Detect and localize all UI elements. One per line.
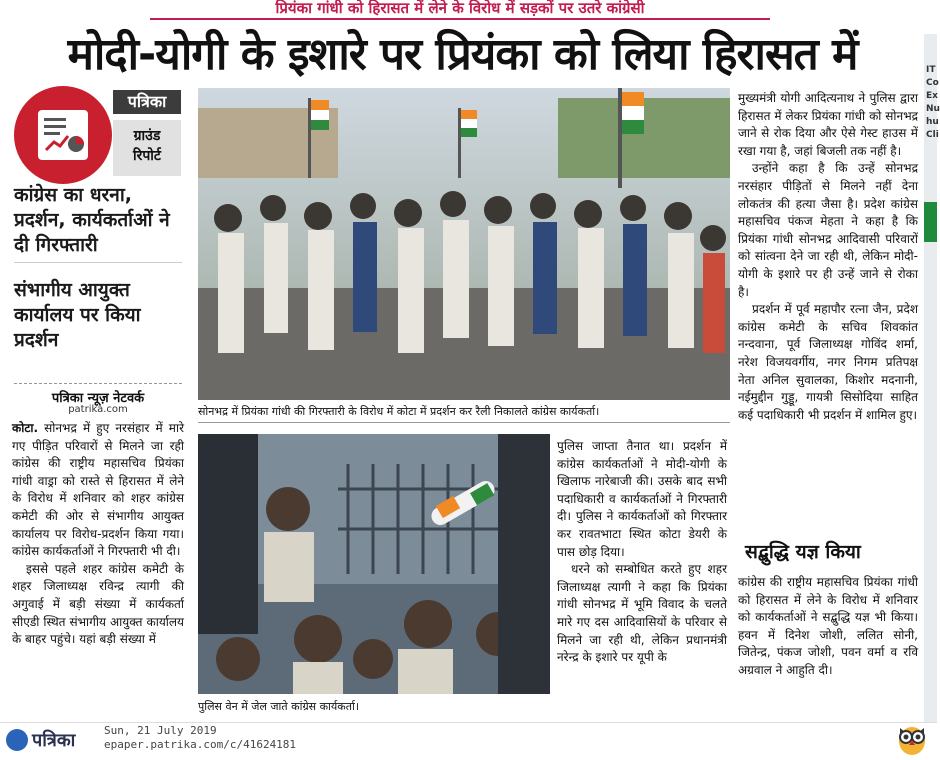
body-column-4-continued [738,574,918,724]
byline-agency: पत्रिका न्यूज़ नेटवर्क [14,383,182,406]
owl-mascot-icon [896,722,928,756]
body-column-3 [557,438,727,728]
section-tag-line1: ग्राउंड [133,128,161,144]
ground-report-logo [14,86,112,184]
report-chart-icon [38,110,88,160]
rally-photo [198,88,730,400]
section-tag [113,120,181,176]
paragraph: कांग्रेस की राष्ट्रीय महासचिव प्रियंका गांधी को हिरासत में लेने के विरोध में शनिवार को कार्यकर्ताओं ने सद्बुद्धि यज्ञ भी किया। हवन में दिनेश जोशी, ललित सोनी, जितेन्द्र, पंकज जोशी, पवन वर्मा व रवि अग्रवाल ने आहुति दी। [738,575,918,677]
section-tag-line2: रिपोर्ट [133,148,161,164]
paragraph: इससे पहले शहर कांग्रेस कमेटी के शहर जिलाध्यक्ष रविन्द्र त्यागी की अगुवाई में बड़ी संख्या में कार्यकर्ता सीएडी स्थित संभागीय आयुक्त कार्यालय के बाहर पहुंचे। यहां बड़ी संख्या में [12,561,184,647]
paragraph: मुख्यमंत्री योगी आदित्यनाथ ने पुलिस द्वारा हिरासत में लेकर प्रियंका गांधी को सोनभद्र जाने से रोक दिया और ऐसे गेस्ट हाउस में रखा गया है, जहां बिजली तक नहीं है। [738,91,918,158]
footer-date: Sun, 21 July 2019 [104,724,217,737]
footer-logo[interactable] [6,727,86,753]
footer-brand: पत्रिका [32,730,76,751]
page-headline: मोदी-योगी के इशारे पर प्रियंका को लिया हिरासत में [67,29,858,80]
police-van-photo [198,434,550,694]
deck-2: संभागीय आयुक्त कार्यालय पर किया प्रदर्शन [14,279,141,351]
dateline: कोटा. [12,421,39,435]
paragraph: उन्होंने कहा है कि उन्हें सोनभद्र नरसंहार पीड़ितों से मिलने नहीं देना लोकतंत्र की हत्या जैसा है। प्रदेश कांग्रेस महासचिव पंकज मेहता ने कहा है कि प्रियंका गांधी सोनभद्र आदिवासी परिवारों को सांत्वना देने जा रही थी, लेकिन मोदी-योगी के इशारे पर ही उन्हें जाने से रोका है। [738,161,918,299]
paragraph: पुलिस जाप्ता तैनात था। प्रदर्शन में कांग्रेस कार्यकर्ताओं ने मोदी-योगी के खिलाफ नारेबाजी की। उसके बाद सभी पदाधिकारी व कार्यकर्ताओं ने गिरफ्तारी दी। पुलिस ने कार्यकर्ताओं को गिरफ्तार कर रावतभाटा स्थित कोटा डेयरी के पास छोड़ दिया। [557,439,727,559]
deck-1: कांग्रेस का धरना, प्रदर्शन, कार्यकर्ताओं ने दी गिरफ्तारी [14,183,182,263]
section-brand: पत्रिका [113,90,181,114]
subheading: सद्बुद्धि यज्ञ किया [745,541,861,563]
paragraph: धरने को सम्बोधित करते हुए शहर जिलाध्यक्ष त्यागी ने कहा कि प्रियंका गांधी सोनभद्र में भूमि विवाद के चलते मारे गए दस आदिवासियों के परिवार से मिलने जा रही थी, लेकिन प्रधानमंत्री नरेन्द्र के इशारे पर यूपी के [557,562,727,665]
paragraph: सोनभद्र में हुए नरसंहार में मारे गए पीड़ित परिवारों से मिलने जा रही कांग्रेस की राष्ट्रीय महासचिव प्रियंका गांधी वाड्रा को रास्ते से हिरासत में लेने के विरोध में शनिवार को शहर कांग्रेस कमेटी की ओर से संभागीय आयुक्त कार्यालय पर विरोध-प्रदर्शन किया गया। कांग्रेस कार्यकर्ताओं ने गिरफ्तारी भी दी। [12,421,184,559]
paragraph: प्रदर्शन में पूर्व महापौर रत्ना जैन, प्रदेश कांग्रेस कमेटी के सचिव शिवकांत नन्दवाना, पूर्व जिलाध्यक्ष गोविंद शर्मा, नरेश विजयवर्गीय, नगर निगम प्रतिपक्ष नेता अनिल सुवालका, किशोर मदनानी, नईमुद्दीन गुड्डू, गायत्री सिसोदिया साहित कई पदाधिकारी भी प्रदर्शन में शामिल हुए। [738,302,918,422]
footer-url[interactable]: epaper.patrika.com/c/41624181 [104,738,297,751]
kicker-headline: प्रियंका गांधी को हिरासत में लेने के विरोध में सड़कों पर उतरे कांग्रेसी [150,0,770,20]
patrika-logo-icon [6,729,28,751]
byline-site: patrika.com [68,404,128,415]
body-column-4 [738,90,918,542]
photo-caption-2: पुलिस वेन में जेल जाते कांग्रेस कार्यकर्ता। [198,700,360,713]
body-column-1 [12,420,184,720]
photo-caption-1: सोनभद्र में प्रियंका गांधी की गिरफ्तारी के विरोध में कोटा में प्रदर्शन कर रैली निकालते कांग्रेस कार्यकर्ता। [198,402,730,423]
adjacent-page-edge: IT Co Ex Nu hu Cli [924,34,937,734]
